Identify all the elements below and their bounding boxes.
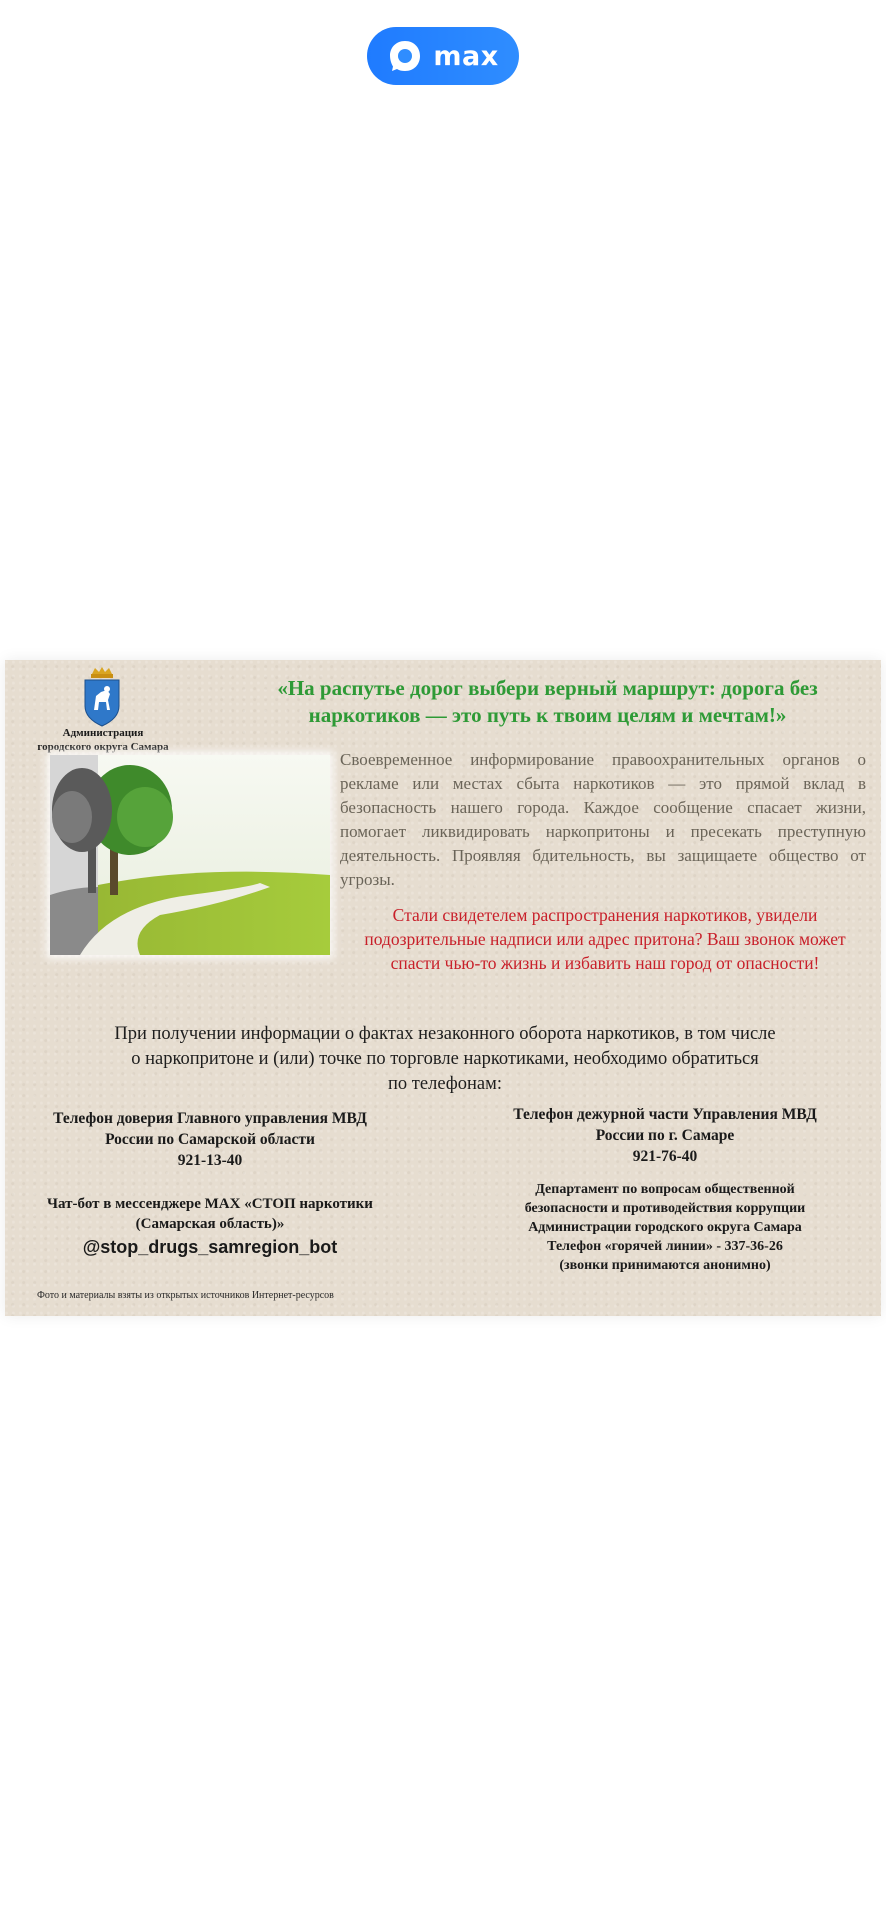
crossroads-tree-image — [50, 755, 330, 955]
max-logo-badge[interactable] — [367, 27, 519, 85]
poster-alert-text: Стали свидетелем распространения наркотиков, увидели подозрительные надписи или адрес притона? Ваш звонок может спасти чью-то жизнь и избавить наш город от опасности! — [364, 905, 846, 973]
hotline-phone: Телефон «горячей линии» - 337-36-26 — [547, 1239, 783, 1254]
anti-drug-poster — [5, 660, 881, 1316]
poster-slogan: «На распутье дорог выбери верный маршрут: дорога без наркотиков — это путь к твоим целям и мечтам!» — [277, 676, 818, 727]
chatbot-handle: @stop_drugs_samregion_bot — [82, 1237, 338, 1257]
max-wordmark: max — [433, 40, 499, 72]
contact-mvd-city: Телефон дежурной части Управления МВД России по г. Самаре 921-76-40 — [475, 1104, 855, 1167]
photo-credit: Фото и материалы взяты из открытых источников Интернет-ресурсов — [37, 1290, 334, 1301]
contact-department: Департамент по вопросам общественной безопасности и противодействия коррупции Администрации городского округа Самара Телефон «горячей линии» - 337-36-26 (звонки принимаются анонимно) — [475, 1180, 855, 1275]
contact-chatbot: Чат-бот в мессенджере MAX «СТОП наркотики (Самарская область)» @stop_drugs_samregion_bot — [25, 1194, 395, 1260]
administration-caption: Администрация городского округа Самара — [37, 727, 169, 753]
samara-coat-of-arms-icon — [77, 666, 127, 728]
poster-body-text: Своевременное информирование правоохранительных органов о рекламе или местах сбыта наркотиков — это прямой вклад в безопасность нашего города. Каждое сообщение спасает жизни, помогает ликвидировать наркопритоны и пресекать преступную деятельность. Проявляя бдительность, вы защищаете общество от угрозы. — [340, 750, 866, 889]
contact-mvd-region: Телефон доверия Главного управления МВД России по Самарской области 921-13-40 — [25, 1108, 395, 1171]
max-chat-bubble-icon — [387, 38, 423, 74]
phone-mvd-city: 921-76-40 — [632, 1148, 698, 1165]
poster-appeal: При получении информации о фактах незаконного оборота наркотиков, в том числе о наркопритоне и (или) точке по торговле наркотиками, необходимо обратиться по телефонам: — [114, 1024, 776, 1094]
phone-mvd-region: 921-13-40 — [177, 1152, 243, 1169]
